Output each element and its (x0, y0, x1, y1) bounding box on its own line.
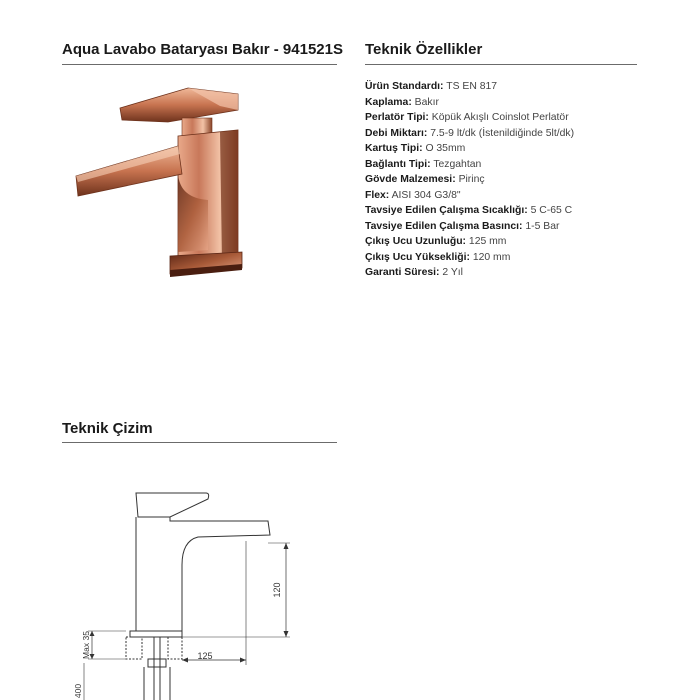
dim-length-label: 125 (197, 651, 213, 661)
drawing-title: Teknik Çizim (62, 420, 153, 437)
spec-row: Debi Miktarı: 7.5-9 lt/dk (İstenildiğinde 5lt/dk) (365, 127, 575, 139)
faucet-product-image (70, 80, 260, 285)
spec-row: Çıkış Ucu Uzunluğu: 125 mm (365, 236, 507, 247)
product-title: Aqua Lavabo Bataryası Bakır - 941521S (62, 41, 343, 58)
spec-row: Tavsiye Edilen Çalışma Basıncı: 1-5 Bar (365, 220, 560, 232)
drawing-body (136, 517, 182, 631)
spec-row: Çıkış Ucu Yüksekliği: 120 mm (365, 251, 511, 263)
drawing-countertop-left (126, 637, 142, 659)
drawing-handle (136, 493, 209, 517)
spec-row: Perlatör Tipi: Köpük Akışlı Coinslot Perlatör (365, 112, 569, 123)
specs-title: Teknik Özellikler (365, 41, 483, 58)
drawing-base (130, 631, 182, 637)
spec-list (365, 79, 655, 281)
dim-height-label: 120 (272, 582, 282, 598)
spec-row: Ürün Standardı: TS EN 817 (365, 81, 498, 92)
spec-row: Gövde Malzemesi: Pirinç (365, 174, 485, 185)
product-title-rule (62, 64, 337, 65)
specs-title-rule (365, 64, 637, 65)
spec-row: Kartuş Tipi: O 35mm (365, 143, 466, 154)
technical-drawing (73, 485, 310, 700)
drawing-title-rule (62, 442, 337, 443)
drawing-countertop-right (168, 637, 182, 659)
dim-bottom-label: 400 (73, 683, 83, 699)
spec-row: Kaplama: Bakır (365, 96, 439, 108)
spec-row: Bağlantı Tipi: Tezgahtan (365, 158, 482, 170)
spec-row: Garanti Süresi: 2 Yıl (365, 267, 463, 278)
spec-row: Flex: AISI 304 G3/8" (365, 189, 461, 201)
dim-max-label: Max 35 (81, 631, 91, 659)
spec-row: Tavsiye Edilen Çalışma Sıcaklığı: 5 C-65 C (365, 205, 573, 216)
